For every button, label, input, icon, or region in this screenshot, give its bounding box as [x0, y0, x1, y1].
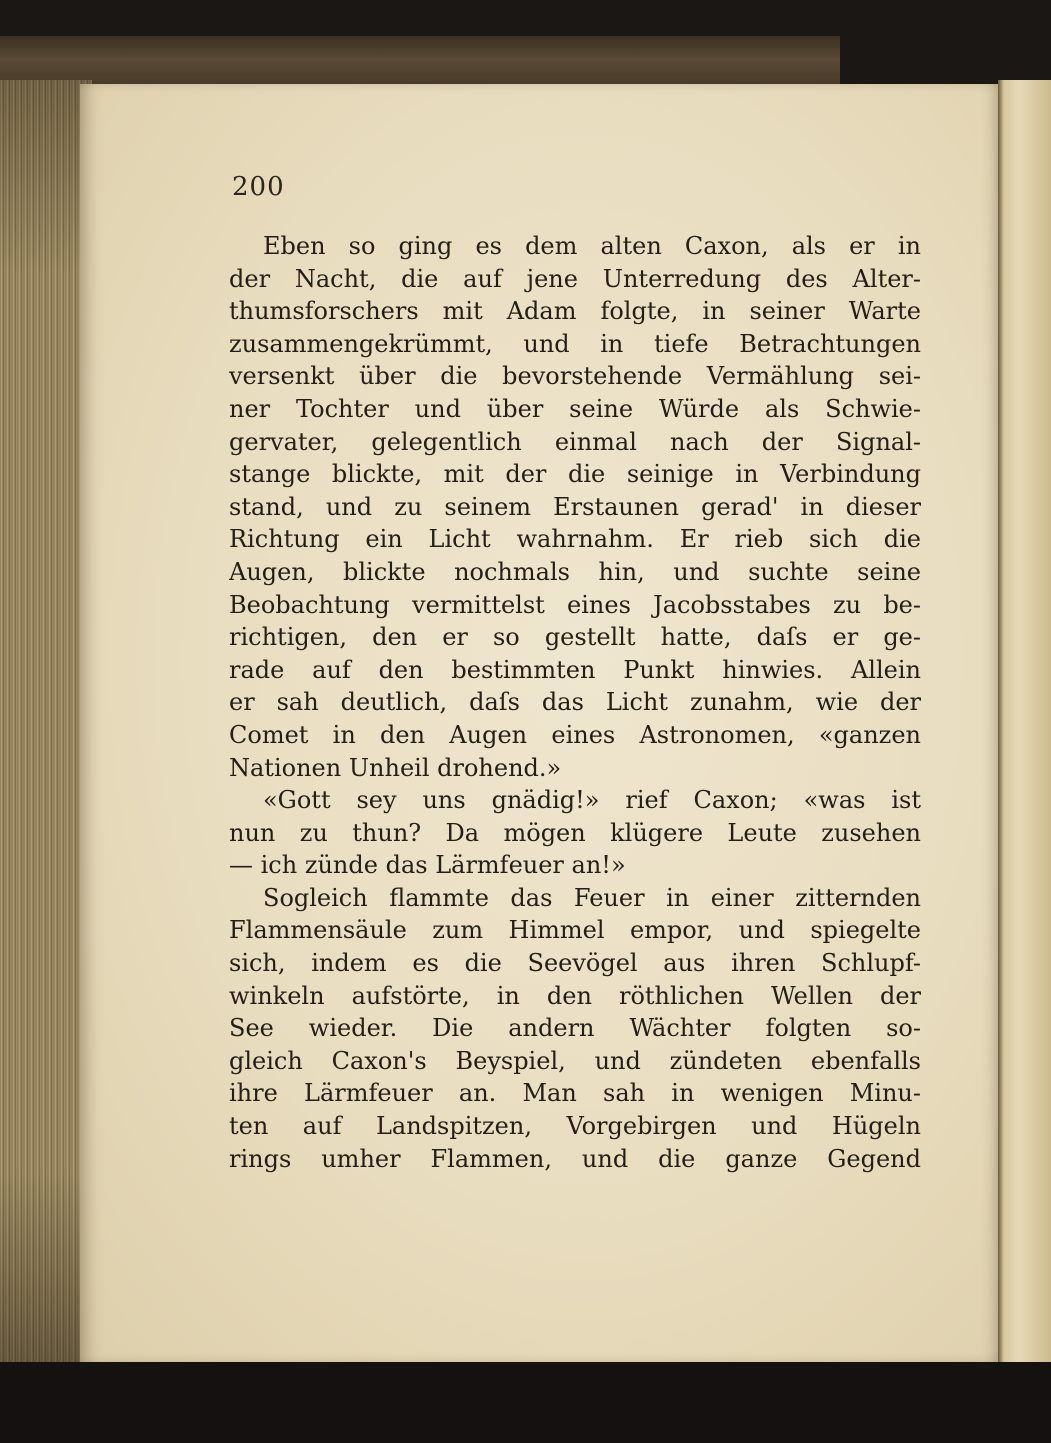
text-line: stand, und zu seinem Erstaunen gerad' in dieser [229, 492, 921, 521]
text-line: sich, indem es die Seevögel aus ihren Schlupf- [229, 949, 921, 978]
text-line: der Nacht, die auf jene Unterredung des Alter- [229, 264, 921, 293]
text-line: gleich Caxon's Beyspiel, und zündeten ebenfalls [229, 1046, 921, 1075]
text-line: Sogleich flammte das Feuer in einer zitternden [263, 883, 921, 912]
text-line: rings umher Flammen, und die ganze Gegend [229, 1144, 921, 1173]
text-line: ten auf Landspitzen, Vorgebirgen und Hügeln [229, 1112, 921, 1141]
text-line: Nationen Unheil drohend.» [229, 753, 562, 782]
text-line: zusammengekrümmt, und in tiefe Betrachtungen [229, 329, 921, 358]
text-line: Flammensäule zum Himmel empor, und spiegelte [229, 916, 921, 945]
text-line: thumsforschers mit Adam folgte, in seiner Warte [229, 297, 921, 326]
page-edges-left [0, 80, 92, 1365]
text-line: richtigen, den er so gestellt hatte, daſs er ge- [229, 623, 921, 652]
book-cover-bottom [0, 1362, 1051, 1443]
page-number: 200 [232, 172, 285, 202]
body-text [229, 230, 921, 1175]
text-line: versenkt über die bevorstehende Vermählung sei- [229, 362, 921, 391]
text-line: Comet in den Augen eines Astronomen, «ganzen [229, 720, 921, 749]
text-line: nun zu thun? Da mögen klügere Leute zusehen [229, 818, 921, 847]
text-line: Eben so ging es dem alten Caxon, als er in [263, 232, 921, 260]
text-line: ihre Lärmfeuer an. Man sah in wenigen Minu- [229, 1079, 921, 1108]
text-line: «Gott sey uns gnädig!» rief Caxon; «was ist [263, 786, 921, 815]
text-line: rade auf den bestimmten Punkt hinwies. Allein [229, 655, 921, 684]
text-line: Augen, blickte nochmals hin, und suchte seine [229, 557, 921, 586]
text-line: er sah deutlich, daſs das Licht zunahm, wie der [229, 688, 921, 717]
text-line: stange blickte, mit der die seinige in Verbindung [229, 460, 921, 489]
facing-page-edge [998, 80, 1051, 1365]
text-line: Richtung ein Licht wahrnahm. Er rieb sich die [229, 525, 921, 554]
text-line: Beobachtung vermittelst eines Jacobsstabes zu be- [229, 590, 921, 619]
book-cover-top [0, 36, 840, 88]
text-line: gervater, gelegentlich einmal nach der Signal- [229, 427, 921, 456]
text-line: — ich zünde das Lärmfeuer an!» [229, 851, 626, 880]
text-line: ner Tochter und über seine Würde als Schwie- [229, 394, 921, 423]
text-line: See wieder. Die andern Wächter folgten so- [229, 1014, 921, 1043]
text-line: winkeln aufstörte, in den röthlichen Wellen der [229, 981, 921, 1010]
